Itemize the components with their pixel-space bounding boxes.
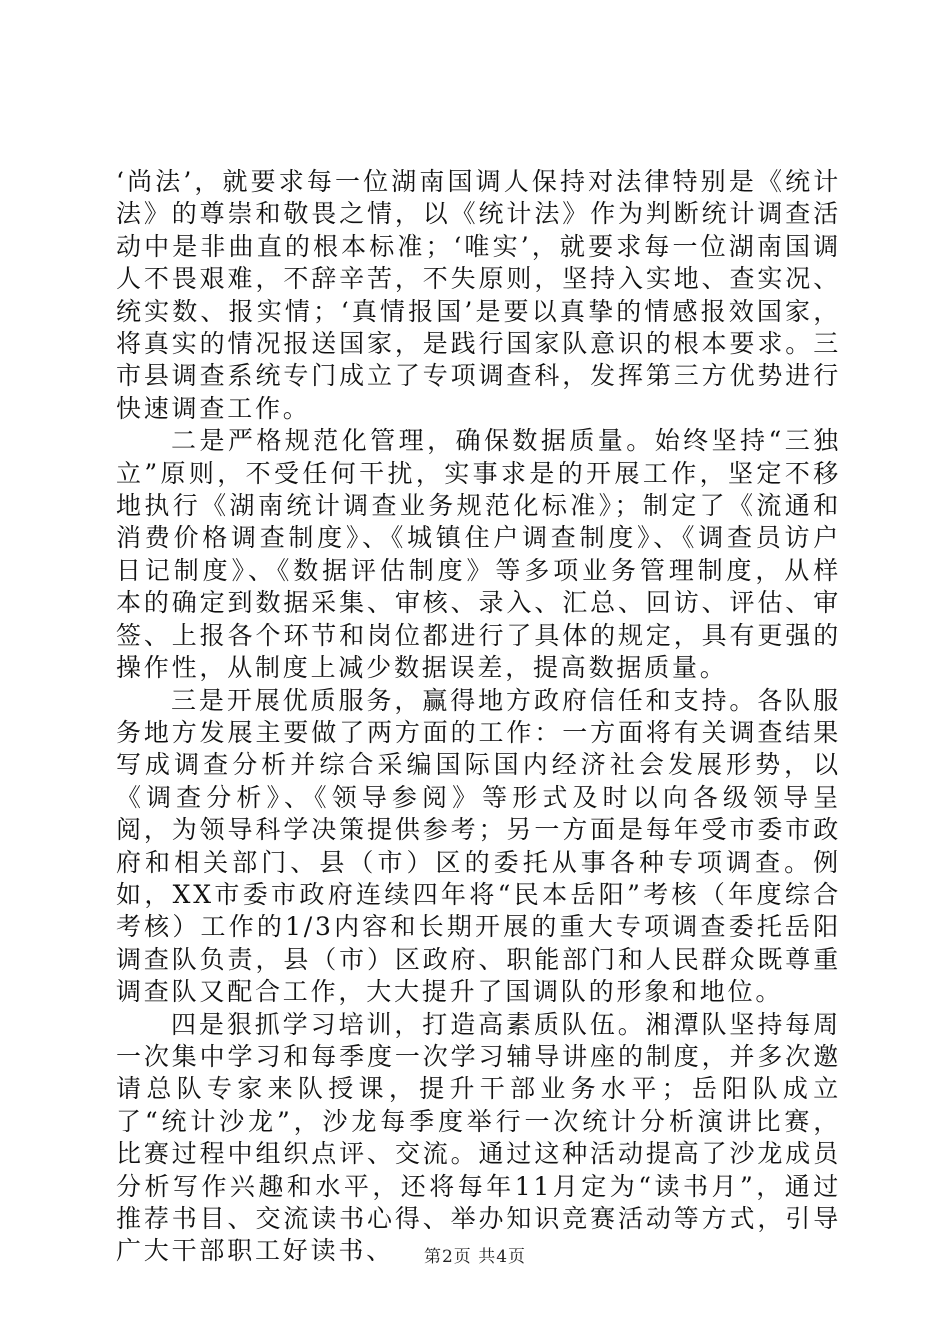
page-footer: 第2页 共4页 (423, 1247, 527, 1267)
paragraph-4: 四是狠抓学习培训，打造高素质队伍。湘潭队坚持每周一次集中学习和每季度一次学习辅导讲座的制度，并多次邀请总队专家来队授课，提升干部业务水平；岳阳队成立了“统计沙龙”，沙龙每季度举行一次统计分析演讲比赛，比赛过程中组织点评、交流。通过这种活动提高了沙龙成员分析写作兴趣和水平，还将每年11月定为“读书月”，通过推荐书目、交流读书心得、举办知识竞赛活动等方式，引导广大干部职工好读书、 (116, 1009, 841, 1266)
document-body (116, 166, 841, 1268)
paragraph-3: 三是开展优质服务，赢得地方政府信任和支持。各队服务地方发展主要做了两方面的工作：一方面将有关调查结果写成调查分析并综合采编国际国内经济社会发展形势，以《调查分析》、《领导参阅》等形式及时以向各级领导呈阅，为领导科学决策提供参考；另一方面是每年受市委市政府和相关部门、县（市）区的委托从事各种专项调查。例如，XX市委市政府连续四年将“民本岳阳”考核（年度综合考核）工作的1/3内容和长期开展的重大专项调查委托岳阳调查队负责，县（市）区政府、职能部门和人民群众既尊重调查队又配合工作，大大提升了国调队的形象和地位。 (116, 685, 841, 1007)
paragraph-2: 二是严格规范化管理，确保数据质量。始终坚持“三独立”原则，不受任何干扰，实事求是的开展工作，坚定不移地执行《湖南统计调查业务规范化标准》；制定了《流通和消费价格调查制度》、《城镇住户调查制度》、《调查员访户日记制度》、《数据评估制度》等多项业务管理制度，从样本的确定到数据采集、审核、录入、汇总、回访、评估、审签、上报各个环节和岗位都进行了具体的规定，具有更强的操作性，从制度上减少数据误差，提高数据质量。 (116, 426, 841, 683)
paragraph-1: ‘尚法’，就要求每一位湖南国调人保持对法律特别是《统计法》的尊崇和敬畏之情，以《统计法》作为判断统计调查活动中是非曲直的根本标准；‘唯实’，就要求每一位湖南国调人不畏艰难，不辞辛苦，不失原则，坚持入实地、查实况、统实数、报实情；‘真情报国’是要以真挚的情感报效国家，将真实的情况报送国家，是践行国家队意识的根本要求。三市县调查系统专门成立了专项调查科，发挥第三方优势进行快速调查工作。 (116, 167, 841, 423)
